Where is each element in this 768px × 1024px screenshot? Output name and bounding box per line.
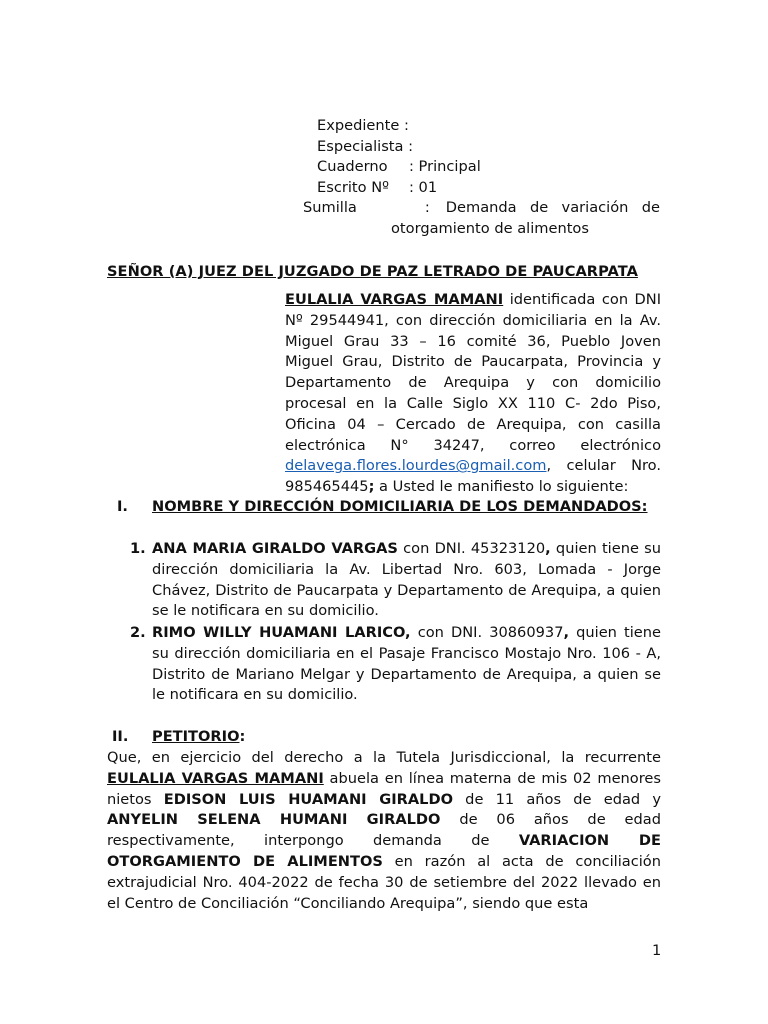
sumilla-label: Sumilla: [303, 199, 357, 216]
sumilla-line1: Demanda de variación de: [445, 199, 660, 216]
petitorio-child2: ANYELIN SELENA HUMANI GIRALDO: [107, 811, 441, 829]
cuaderno-label: Cuaderno: [317, 158, 388, 175]
defendant2-name: RIMO WILLY HUAMANI LARICO,: [152, 624, 411, 641]
section2-colon: :: [239, 728, 246, 745]
email-link[interactable]: delavega.flores.lourdes@gmail.com: [285, 457, 547, 475]
defendant2-comma: ,: [563, 624, 570, 641]
intro-text-2: , celular Nro. 985465445: [285, 457, 661, 496]
defendant2-dni: con DNI. 30860937: [410, 624, 564, 641]
plaintiff-name: EULALIA VARGAS MAMANI: [285, 291, 504, 308]
petitorio-paragraph: [107, 748, 661, 914]
petitorio-demand: VARIACION DE OTORGAMIENTO DE ALIMENTOS: [107, 832, 662, 870]
especialista-sep: :: [408, 138, 414, 155]
section1-title: NOMBRE Y DIRECCIÓN DOMICILIARIA DE LOS DEMANDADOS:: [152, 498, 648, 515]
petitorio-end: en razón al acta de conciliación extrajudicial Nro. 404-2022 de fecha 30 de setiembre del 2022 llevado en el Centro de Conciliación “Conciliando Arequipa”, siendo que esta: [107, 852, 661, 912]
intro-semicolon: ;: [368, 478, 375, 496]
petitorio-child1: EDISON LUIS HUAMANI GIRALDO: [163, 790, 453, 808]
section1-number: I.: [117, 498, 128, 515]
escrito-label: Escrito Nº: [317, 179, 389, 196]
petitorio-mid2: de 11 años de edad y: [452, 790, 661, 808]
intro-text-3: a Usted le manifiesto lo siguiente:: [374, 478, 629, 496]
expediente-row: [317, 116, 409, 137]
expediente-sep: :: [404, 117, 409, 134]
defendant1-name: ANA MARIA GIRALDO VARGAS: [152, 540, 398, 557]
petitorio-mid3: de 06 años de edad respectivamente, interpongo demanda de: [107, 811, 661, 850]
sumilla: [303, 198, 660, 240]
escrito-value: : 01: [409, 179, 438, 196]
page-number: 1: [652, 942, 662, 959]
petitorio-start: Que, en ejercicio del derecho a la Tutela Jurisdiccional, la recurrente: [107, 749, 661, 766]
defendant-item-1: [152, 539, 661, 622]
intro-text-1: identificada con DNI Nº 29544941, con dirección domiciliaria en la Av. Miguel Grau 33 – 16 comité 36, Pueblo Joven Miguel Grau, Distrito de Paucarpata, Provincia y Departamento de Arequipa y con domicilio procesal en la Calle Siglo XX 110 C- 2do Piso, Oficina 04 – Cercado de Arequipa, con casilla electrónica N° 34247, correo electrónico: [285, 291, 662, 454]
item1-number: 1.: [130, 540, 146, 557]
cuaderno-value: : Principal: [409, 158, 481, 175]
petitorio-plaintiff: EULALIA VARGAS MAMANI: [107, 769, 324, 787]
section2-title-text: PETITORIO: [152, 728, 240, 745]
item2-number: 2.: [130, 624, 146, 641]
escrito-row: [317, 178, 437, 199]
addressee-heading: SEÑOR (A) JUEZ DEL JUZGADO DE PAZ LETRADO DE PAUCARPATA: [107, 263, 638, 280]
defendant1-dni: con DNI. 45323120: [397, 540, 546, 557]
expediente-label: Expediente: [317, 117, 400, 134]
cuaderno-row: [317, 157, 481, 178]
defendant-item-2: [152, 623, 661, 706]
especialista-row: [317, 137, 413, 158]
sumilla-line2: otorgamiento de alimentos: [391, 219, 589, 237]
especialista-label: Especialista: [317, 138, 404, 155]
defendant1-comma: ,: [545, 540, 551, 557]
intro-paragraph: [285, 290, 661, 498]
sumilla-sep: :: [424, 199, 430, 216]
defendant2-text: quien tiene su dirección domiciliaria en el Pasaje Francisco Mostajo Nro. 106 - A, Distrito de Mariano Melgar y Departamento de Arequipa, a quien se le notificara en su domicilio.: [152, 624, 662, 704]
petitorio-mid1: abuela en línea materna de mis 02 menores nietos: [107, 769, 661, 808]
section2-title: [152, 727, 245, 748]
section2-number: II.: [112, 728, 129, 745]
defendant1-text: quien tiene su dirección domiciliaria la Av. Libertad Nro. 603, Lomada - Jorge Chávez, Distrito de Paucarpata y Departamento de Arequipa, a quien se le notificara en su domicilio.: [152, 540, 661, 620]
